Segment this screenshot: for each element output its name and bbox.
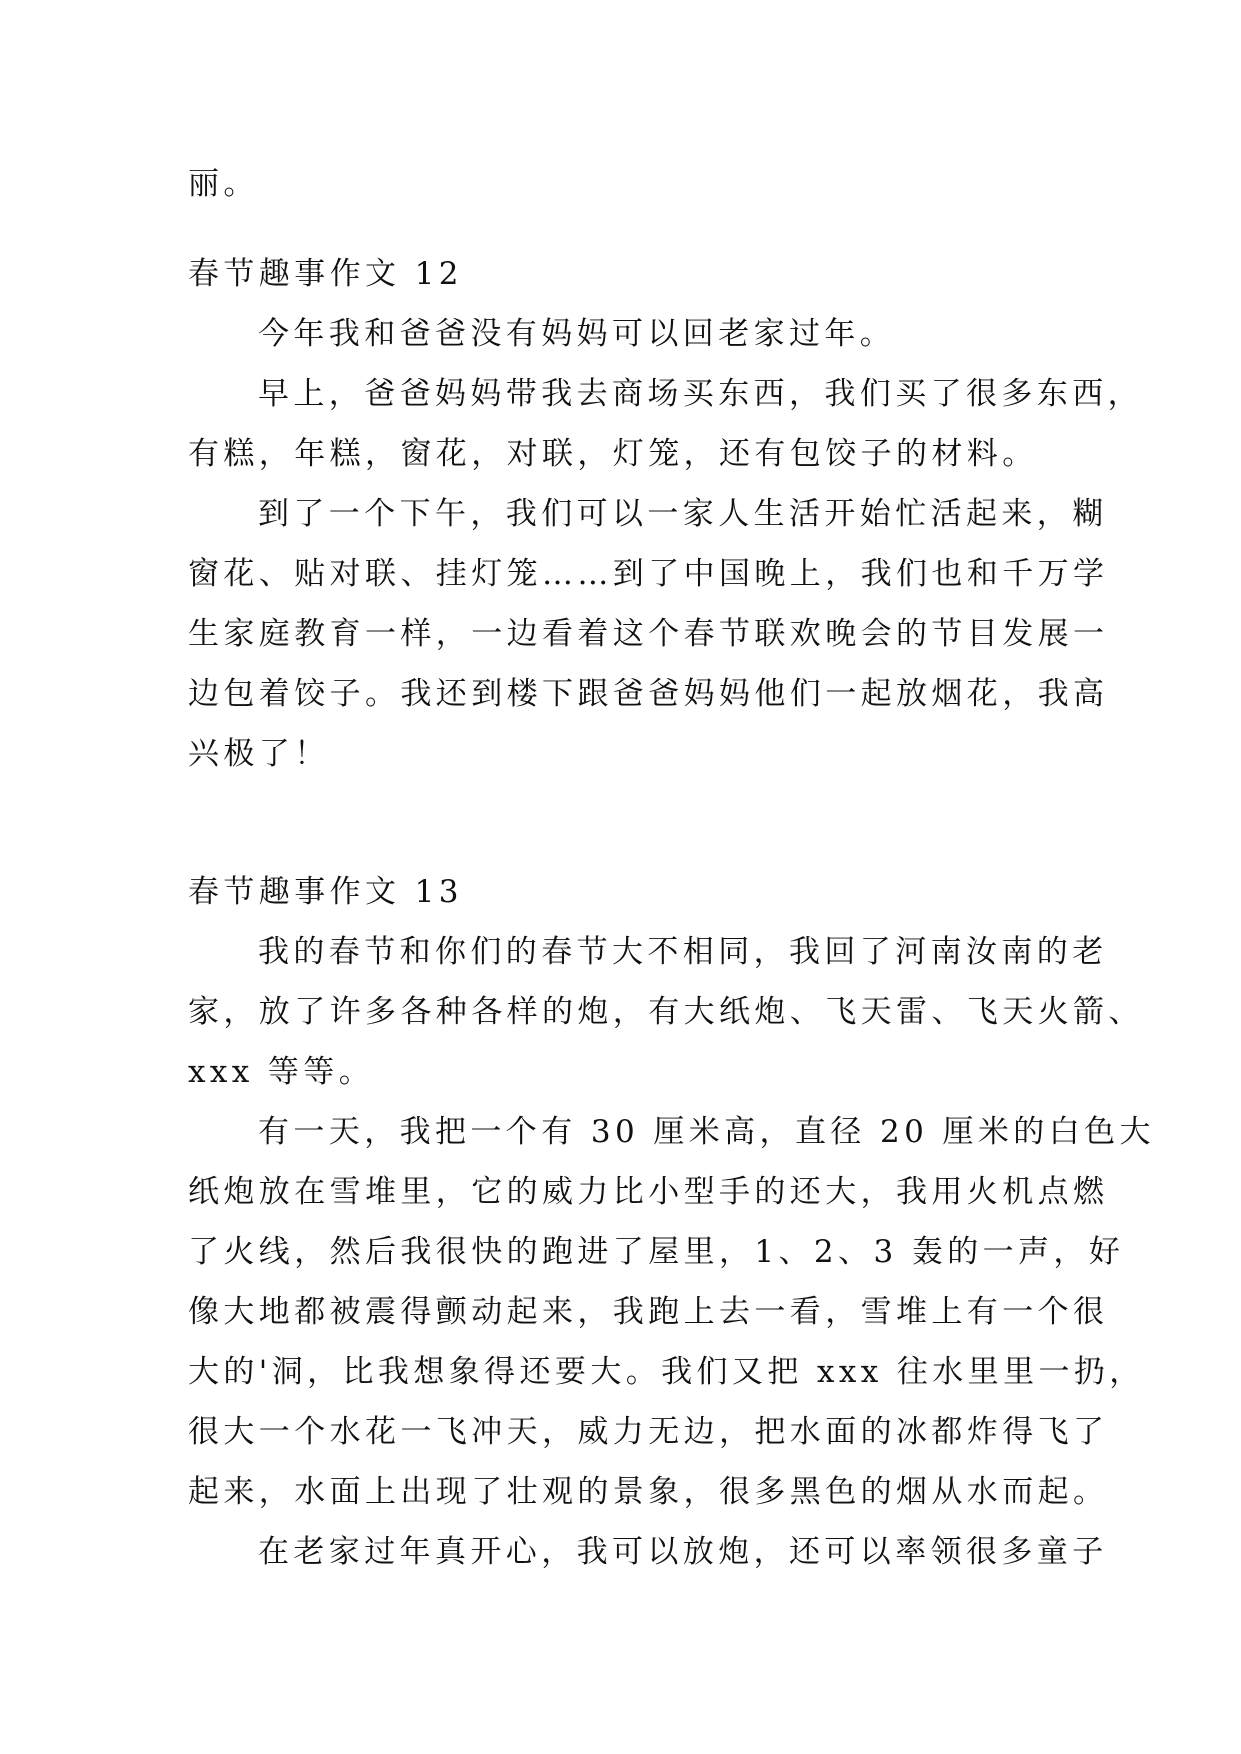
text-line: 了火线，然后我很快的跑进了屋里，1、2、3 轰的一声，好	[188, 1234, 1125, 1270]
text-line: 窗花、贴对联、挂灯笼……到了中国晚上，我们也和千万学	[188, 556, 1109, 592]
text-line: xxx 等等。	[188, 1054, 375, 1090]
text-line: 像大地都被震得颤动起来，我跑上去一看，雪堆上有一个很	[188, 1294, 1109, 1330]
text-line: 兴极了！	[188, 736, 330, 772]
text-line: 纸炮放在雪堆里，它的威力比小型手的还大，我用火机点燃	[188, 1174, 1109, 1210]
text-line: 边包着饺子。我还到楼下跟爸爸妈妈他们一起放烟花，我高	[188, 676, 1109, 712]
text-line: 家，放了许多各种各样的炮，有大纸炮、飞天雷、飞天火箭、	[188, 994, 1144, 1030]
text-line: 我的春节和你们的春节大不相同，我回了河南汝南的老	[258, 934, 1108, 970]
essay-title: 春节趣事作文 12	[188, 256, 463, 292]
essay-12	[188, 244, 1143, 784]
text-line: 很大一个水花一飞冲天，威力无边，把水面的冰都炸得飞了	[188, 1414, 1109, 1450]
essay-13	[188, 862, 1155, 1582]
text-line: 今年我和爸爸没有妈妈可以回老家过年。	[258, 316, 896, 352]
text-line: 生家庭教育一样，一边看着这个春节联欢晚会的节目发展一	[188, 616, 1109, 652]
text-line: 丽。	[188, 166, 259, 202]
text-line: 早上，爸爸妈妈带我去商场买东西，我们买了很多东西，	[258, 376, 1143, 412]
text-line: 有一天，我把一个有 30 厘米高，直径 20 厘米的白色大	[258, 1114, 1155, 1150]
text-line: 大的'洞，比我想象得还要大。我们又把 xxx 往水里里一扔，	[188, 1354, 1145, 1390]
text-line: 起来，水面上出现了壮观的景象，很多黑色的烟从水而起。	[188, 1474, 1109, 1510]
text-line: 在老家过年真开心，我可以放炮，还可以率领很多童子	[258, 1534, 1108, 1570]
text-line: 有糕，年糕，窗花，对联，灯笼，还有包饺子的材料。	[188, 436, 1038, 472]
text-line: 到了一个下午，我们可以一家人生活开始忙活起来，糊	[258, 496, 1108, 532]
essay-title: 春节趣事作文 13	[188, 874, 463, 910]
continuation-paragraph	[188, 154, 1068, 214]
